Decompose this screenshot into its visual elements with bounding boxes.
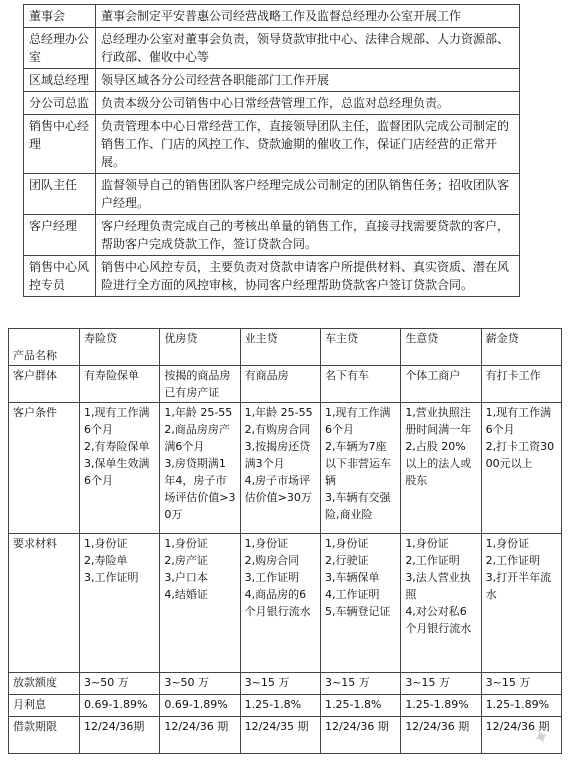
role-name: 董事会 (24, 5, 96, 28)
role-description: 销售中心风控专员，主要负责对贷款申请客户所提供材料、真实资质、潜在风险进行全方面的风控审核，协同客户经理帮助贷款客户签订贷款合同。 (96, 256, 520, 297)
product-cell (401, 673, 481, 695)
cell-line: 3,车辆保单 (324, 571, 380, 584)
cell-line: 按揭的商品房已有房产证 (164, 369, 231, 399)
product-cell (481, 695, 561, 717)
product-cell (320, 534, 400, 673)
cell-line: 1,营业执照注册时间满一年 (405, 406, 472, 436)
cell-line: 2,购房合同 (244, 554, 300, 567)
product-row-group (9, 366, 562, 403)
role-row (24, 5, 520, 28)
product-cell (160, 673, 240, 695)
cell-line: 3,法人营业执照 (405, 571, 471, 601)
cell-line: 3~15 万 (485, 676, 531, 689)
cell-line: 0.69-1.89% (84, 698, 148, 711)
role-description: 总经理办公室对董事会负责，领导贷款审批中心、法律合规部、人力资源部、行政部、催收中心等 (96, 28, 520, 69)
cell-line: 3~15 万 (324, 676, 370, 689)
role-name: 团队主任 (24, 174, 96, 215)
cell-line: 12/24/36 期 (324, 720, 389, 733)
product-cell (160, 695, 240, 717)
product-cell (401, 534, 481, 673)
cell-line: 3~15 万 (405, 676, 451, 689)
product-cell (80, 534, 160, 673)
cell-line: 4,结婚证 (164, 588, 208, 601)
product-cell (481, 403, 561, 534)
product-cell (240, 534, 320, 673)
cell-line: 5,车辆登记证 (324, 605, 391, 618)
cell-line: 3,车辆有交强险,商业险 (324, 491, 391, 521)
product-cell (481, 673, 561, 695)
cell-line: 1.25-1.8% (324, 698, 382, 711)
product-cell (481, 534, 561, 673)
role-name: 销售中心风控专员 (24, 256, 96, 297)
product-row-term (9, 717, 562, 754)
role-description: 董事会制定平安普惠公司经营战略工作及监督总经理办公室开展工作 (96, 5, 520, 28)
watermark-logo: ✦ (529, 722, 554, 752)
cell-line: 12/24/36 期 (164, 720, 229, 733)
role-row (24, 115, 520, 174)
product-header-row (9, 329, 562, 366)
cell-line: 3,房贷期满1年4，房子市场评估价值>30万 (164, 457, 236, 521)
row-label: 月利息 (9, 695, 80, 717)
product-cell (160, 717, 240, 754)
cell-line: 3~50 万 (84, 676, 129, 689)
role-name: 客户经理 (24, 215, 96, 256)
product-cell (481, 366, 561, 403)
product-cell (80, 366, 160, 403)
product-cell (320, 403, 400, 534)
product-cell (80, 403, 160, 534)
role-name: 总经理办公室 (24, 28, 96, 69)
cell-line: 1.25-1.89% (485, 698, 550, 711)
product-cell (401, 695, 481, 717)
row-label: 要求材料 (9, 534, 80, 673)
cell-line: 2,工作证明 (485, 554, 541, 567)
cell-line: 2,车辆为7座以下非营运车辆 (324, 440, 391, 487)
product-name: 车主贷 (320, 329, 400, 366)
product-cell (240, 673, 320, 695)
product-cell (320, 717, 400, 754)
role-name: 分公司总监 (24, 92, 96, 115)
product-cell (80, 695, 160, 717)
cell-line: 1,现有工作满6个月 (324, 406, 391, 436)
role-description: 领导区域各分公司经营各职能部门工作开展 (96, 69, 520, 92)
product-cell (320, 695, 400, 717)
cell-line: 12/24/36 期 (405, 720, 470, 733)
cell-line: 有打卡工作 (485, 369, 541, 382)
row-label: 客户条件 (9, 403, 80, 534)
cell-line: 3,打开半年流水 (485, 571, 552, 601)
cell-line: 名下有车 (324, 369, 369, 382)
products-table (8, 328, 562, 754)
product-row-rate (9, 695, 562, 717)
roles-table (23, 4, 520, 297)
row-label: 借款期限 (9, 717, 80, 754)
product-cell (80, 717, 160, 754)
role-row (24, 174, 520, 215)
cell-line: 3,保单生效满6个月 (84, 457, 150, 487)
cell-line: 1,年龄 25-55 (244, 406, 313, 419)
cell-line: 3,工作证明 (244, 571, 300, 584)
product-cell (240, 366, 320, 403)
cell-line: 12/24/36 期 (485, 720, 550, 733)
role-row (24, 92, 520, 115)
cell-line: 2,行驶证 (324, 554, 369, 567)
cell-line: 个体工商户 (405, 369, 461, 382)
product-name: 薪金贷 (481, 329, 561, 366)
cell-line: 1,身份证 (324, 537, 369, 550)
product-cell (320, 673, 400, 695)
cell-line: 1,身份证 (485, 537, 530, 550)
cell-line: 2,占股 20%以上的法人或股东 (405, 440, 472, 487)
cell-line: 0.69-1.89% (164, 698, 228, 711)
cell-line: 1,身份证 (164, 537, 208, 550)
product-cell (401, 366, 481, 403)
product-name: 优房贷 (160, 329, 240, 366)
cell-line: 4,对公对私6个月银行流水 (405, 605, 472, 635)
cell-line: 有商品房 (244, 369, 289, 382)
cell-line: 2,有购房合同 (244, 423, 311, 436)
cell-line: 1.25-1.89% (405, 698, 469, 711)
cell-line: 2,有寿险保单 (84, 440, 150, 453)
cell-line: 3~15 万 (244, 676, 290, 689)
role-name: 区域总经理 (24, 69, 96, 92)
product-row-amt (9, 673, 562, 695)
product-name-label: 产品名称 (9, 329, 80, 366)
cell-line: 2,寿险单 (84, 554, 128, 567)
product-cell (401, 403, 481, 534)
cell-line: 3,户口本 (164, 571, 208, 584)
product-cell (320, 366, 400, 403)
cell-line: 1,现有工作满6个月 (84, 406, 150, 436)
product-name: 业主贷 (240, 329, 320, 366)
product-cell (401, 717, 481, 754)
cell-line: 1,身份证 (405, 537, 449, 550)
cell-line: 1,年龄 25-55 (164, 406, 233, 419)
role-row (24, 256, 520, 297)
cell-line: 3,工作证明 (84, 571, 139, 584)
cell-line: 有寿险保单 (84, 369, 139, 382)
product-cell (80, 673, 160, 695)
cell-line: 1,身份证 (244, 537, 289, 550)
role-description: 负责本级分公司销售中心日常经营管理工作，总监对总经理负责。 (96, 92, 520, 115)
cell-line: 2,房产证 (164, 554, 208, 567)
cell-line: 12/24/35 期 (244, 720, 309, 733)
cell-line: 2,商品房房产满6个月 (164, 423, 230, 453)
role-row (24, 69, 520, 92)
role-description: 负责管理本中心日常经营工作，直接领导团队主任，监督团队完成公司制定的销售工作、门店的风控工作、贷款逾期的催收工作，保证门店经营的正常开展。 (96, 115, 520, 174)
product-cell (160, 366, 240, 403)
product-name: 寿险贷 (80, 329, 160, 366)
role-row (24, 28, 520, 69)
product-cell (160, 534, 240, 673)
product-cell (240, 403, 320, 534)
cell-line: 3,按揭房还贷满3个月 (244, 440, 311, 470)
role-row (24, 215, 520, 256)
cell-line: 3~50 万 (164, 676, 210, 689)
product-cell (240, 717, 320, 754)
product-cell (240, 695, 320, 717)
cell-line: 2,打卡工资3000元以上 (485, 440, 555, 470)
role-description: 监督领导自己的销售团队客户经理完成公司制定的团队销售任务；招收团队客户经理。 (96, 174, 520, 215)
cell-line: 1,身份证 (84, 537, 128, 550)
row-label: 客户群体 (9, 366, 80, 403)
product-row-cond (9, 403, 562, 534)
cell-line: 4,工作证明 (324, 588, 380, 601)
cell-line: 4,房子市场评估价值>30万 (244, 474, 312, 504)
product-cell (160, 403, 240, 534)
product-row-mat (9, 534, 562, 673)
cell-line: 1.25-1.8% (244, 698, 302, 711)
cell-line: 1,现有工作满6个月 (485, 406, 552, 436)
role-description: 客户经理负责完成自己的考核出单量的销售工作，直接寻找需要贷款的客户，帮助客户完成贷款工作，签订贷款合同。 (96, 215, 520, 256)
cell-line: 4,商品房的6个月银行流水 (244, 588, 311, 618)
row-label: 放款额度 (9, 673, 80, 695)
role-name: 销售中心经理 (24, 115, 96, 174)
cell-line: 2,工作证明 (405, 554, 460, 567)
product-name: 生意贷 (401, 329, 481, 366)
cell-line: 12/24/36期 (84, 720, 145, 733)
